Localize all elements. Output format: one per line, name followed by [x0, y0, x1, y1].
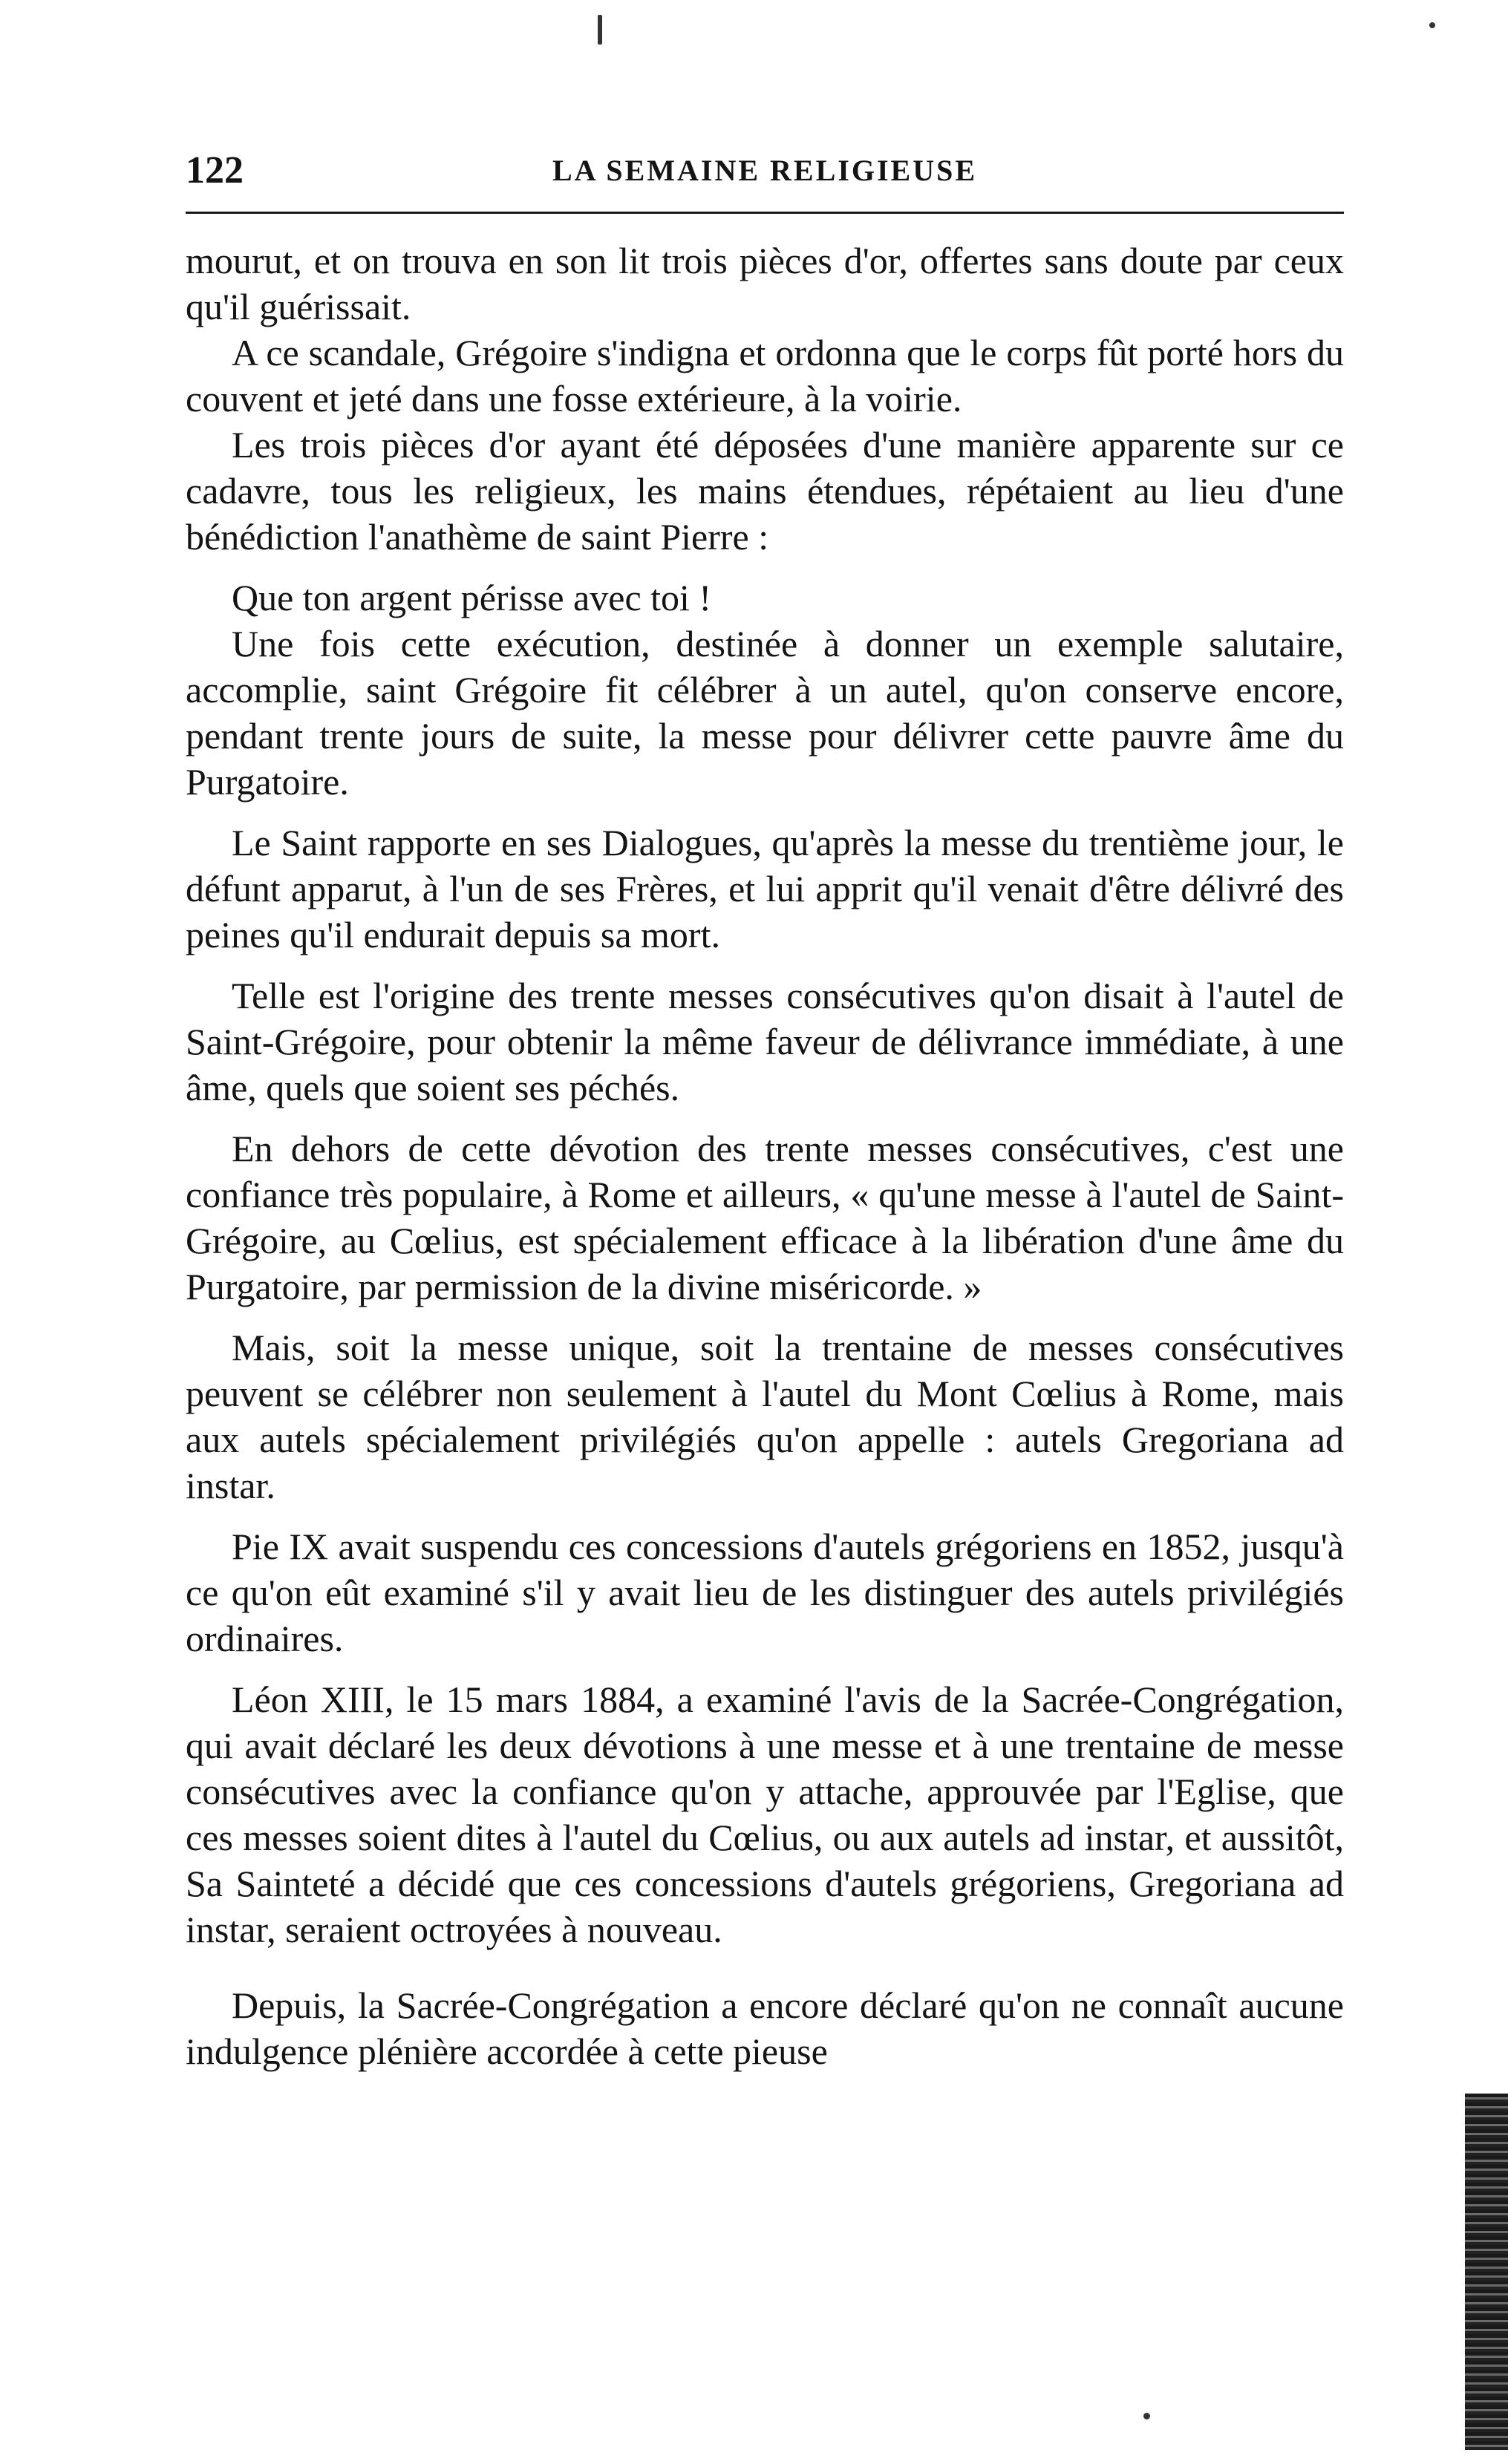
running-head: LA SEMAINE RELIGIEUSE: [552, 154, 978, 187]
paragraph: Les trois pièces d'or ayant été déposées d'une manière apparente sur ce cadavre, tous les religieux, les mains étendues, répétaient au lieu d'une bénédiction l'anathème de saint Pierre :: [186, 424, 1344, 558]
paragraph: Que ton argent périsse avec toi !: [232, 577, 712, 618]
scan-speck: [1429, 22, 1435, 28]
page-header: [186, 148, 1344, 200]
scan-speck: [598, 15, 602, 45]
paragraph: Pie IX avait suspendu ces concessions d'autels grégoriens en 1852, jusqu'à ce qu'on eût examiné s'il y avait lieu de les distinguer des autels privilégiés ordinaires.: [186, 1526, 1344, 1659]
header-rule: [186, 212, 1344, 214]
paragraph: mourut, et on trouva en son lit trois pièces d'or, offertes sans doute par ceux qu'il guérissait.: [186, 240, 1344, 327]
paragraph: Le Saint rapporte en ses Dialogues, qu'après la messe du trentième jour, le défunt apparut, à l'un de ses Frères, et lui apprit qu'il venait d'être délivré des peines qu'il endurait depuis sa mort.: [186, 822, 1344, 955]
paragraph: Mais, soit la messe unique, soit la trentaine de messes consécutives peuvent se célébrer non seulement à l'autel du Mont Cœlius à Rome, mais aux autels spécialement privilégiés qu'on appelle : autels Gregoriana ad instar.: [186, 1327, 1344, 1506]
paragraph: En dehors de cette dévotion des trente messes consécutives, c'est une confiance très populaire, à Rome et ailleurs, « qu'une messe à l'autel de Saint-Grégoire, au Cœlius, est spécialement efficace à la libération d'une âme du Purgatoire, par permission de la divine miséricorde. »: [186, 1128, 1344, 1307]
paragraph: Depuis, la Sacrée-Congrégation a encore déclaré qu'on ne connaît aucune indulgence plénière accordée à cette pieuse: [186, 1984, 1344, 2072]
paragraph: Telle est l'origine des trente messes consécutives qu'on disait à l'autel de Saint-Grégoire, pour obtenir la même faveur de délivrance immédiate, à une âme, quels que soient ses péchés.: [186, 975, 1344, 1108]
page-number: 122: [186, 149, 244, 192]
paragraph: A ce scandale, Grégoire s'indigna et ordonna que le corps fût porté hors du couvent et jeté dans une fosse extérieure, à la voirie.: [186, 332, 1344, 419]
paragraph: Léon XIII, le 15 mars 1884, a examiné l'avis de la Sacrée-Congrégation, qui avait déclaré les deux dévotions à une messe et à une trentaine de messe consécutives avec la confiance qu'on y attache, approuvée par l'Eglise, que ces messes soient dites à l'autel du Cœlius, ou aux autels ad instar, et aussitôt, Sa Sainteté a décidé que ces concessions d'autels grégoriens, Gregoriana ad instar, seraient octroyées à nouveau.: [186, 1679, 1344, 1950]
body-text: [186, 238, 1344, 2074]
scan-speck: [1143, 2413, 1150, 2419]
scan-edge-shadow: [1465, 2094, 1508, 2450]
paragraph: Une fois cette exécution, destinée à donner un exemple salutaire, accomplie, saint Grégoire fit célébrer à un autel, qu'on conserve encore, pendant trente jours de suite, la messe pour délivrer cette pauvre âme du Purgatoire.: [186, 623, 1344, 803]
